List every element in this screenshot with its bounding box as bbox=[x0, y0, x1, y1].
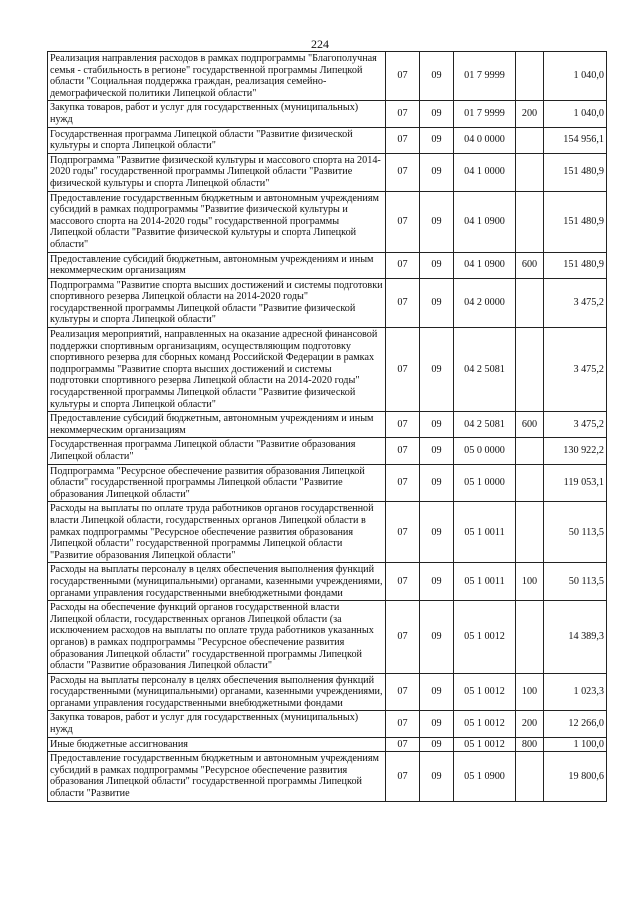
row-subsection: 09 bbox=[420, 752, 454, 801]
row-amount: 1 100,0 bbox=[544, 737, 607, 752]
row-target-article: 05 1 0011 bbox=[454, 563, 516, 601]
row-amount: 151 480,9 bbox=[544, 191, 607, 252]
row-expense-type bbox=[516, 601, 544, 674]
row-name: Государственная программа Липецкой области "Развитие образования Липецкой области" bbox=[48, 438, 386, 464]
row-name: Расходы на выплаты по оплате труда работников органов государственной власти Липецкой области, государственных органов Липецкой области в рамках подпрограммы "Ресурсное обеспечение развития образования Липецкой области" государственной программы Липецкой области "Развитие образования Липецкой области" bbox=[48, 502, 386, 563]
row-target-article: 05 1 0000 bbox=[454, 464, 516, 502]
row-section: 07 bbox=[386, 673, 420, 711]
page-number: 224 bbox=[311, 37, 329, 51]
row-name: Предоставление субсидий бюджетным, автономным учреждениям и иным некоммерческим организациям bbox=[48, 412, 386, 438]
table-row bbox=[48, 601, 607, 674]
row-target-article: 01 7 9999 bbox=[454, 52, 516, 101]
table-row bbox=[48, 278, 607, 327]
table-row bbox=[48, 252, 607, 278]
row-amount: 154 956,1 bbox=[544, 127, 607, 153]
row-name: Реализация мероприятий, направленных на оказание адресной финансовой поддержки спортивным организациям, осуществляющим подготовку спортивного резерва для сборных команд Российской Федерации в рамках подпрограммы "Развитие спорта высших достижений и системы подготовки спортивного резерва Липецкой области на 2014-2020 годы" государственной программы Липецкой области "Развитие физической культуры и спорта Липецкой области" bbox=[48, 328, 386, 412]
row-section: 07 bbox=[386, 464, 420, 502]
row-name: Закупка товаров, работ и услуг для государственных (муниципальных) нужд bbox=[48, 711, 386, 737]
row-section: 07 bbox=[386, 328, 420, 412]
row-expense-type: 100 bbox=[516, 563, 544, 601]
row-name: Закупка товаров, работ и услуг для государственных (муниципальных) нужд bbox=[48, 101, 386, 127]
row-expense-type bbox=[516, 153, 544, 191]
table-row bbox=[48, 563, 607, 601]
table-row bbox=[48, 752, 607, 801]
row-section: 07 bbox=[386, 737, 420, 752]
row-name: Предоставление субсидий бюджетным, автономным учреждениям и иным некоммерческим организациям bbox=[48, 252, 386, 278]
row-name: Реализация направления расходов в рамках подпрограммы "Благополучная семья - стабильность в регионе" государственной программы Липецкой области "Социальная поддержка граждан, реализация семейно-демографической политики Липецкой области" bbox=[48, 52, 386, 101]
row-amount: 12 266,0 bbox=[544, 711, 607, 737]
row-subsection: 09 bbox=[420, 673, 454, 711]
table-row bbox=[48, 711, 607, 737]
row-name: Расходы на выплаты персоналу в целях обеспечения выполнения функций государственными (муниципальными) органами, казенными учреждениями, органами управления государственными внебюджетными фондами bbox=[48, 563, 386, 601]
row-section: 07 bbox=[386, 563, 420, 601]
row-subsection: 09 bbox=[420, 52, 454, 101]
row-subsection: 09 bbox=[420, 328, 454, 412]
row-amount: 119 053,1 bbox=[544, 464, 607, 502]
row-amount: 19 800,6 bbox=[544, 752, 607, 801]
row-amount: 1 040,0 bbox=[544, 101, 607, 127]
row-expense-type: 100 bbox=[516, 673, 544, 711]
row-section: 07 bbox=[386, 101, 420, 127]
row-amount: 50 113,5 bbox=[544, 563, 607, 601]
row-expense-type bbox=[516, 127, 544, 153]
row-expense-type bbox=[516, 438, 544, 464]
row-expense-type: 600 bbox=[516, 412, 544, 438]
row-name: Подпрограмма "Ресурсное обеспечение развития образования Липецкой области" государственной программы Липецкой области "Развитие образования Липецкой области" bbox=[48, 464, 386, 502]
table-row bbox=[48, 502, 607, 563]
row-subsection: 09 bbox=[420, 278, 454, 327]
table-row bbox=[48, 412, 607, 438]
row-name: Государственная программа Липецкой области "Развитие физической культуры и спорта Липецкой области" bbox=[48, 127, 386, 153]
row-subsection: 09 bbox=[420, 438, 454, 464]
row-expense-type: 200 bbox=[516, 101, 544, 127]
row-section: 07 bbox=[386, 752, 420, 801]
row-target-article: 04 1 0900 bbox=[454, 191, 516, 252]
row-section: 07 bbox=[386, 191, 420, 252]
table-row bbox=[48, 438, 607, 464]
row-amount: 1 023,3 bbox=[544, 673, 607, 711]
row-subsection: 09 bbox=[420, 127, 454, 153]
row-expense-type: 200 bbox=[516, 711, 544, 737]
row-name: Подпрограмма "Развитие физической культуры и массового спорта на 2014-2020 годы" государственной программы Липецкой области "Развитие физической культуры и спорта Липецкой области" bbox=[48, 153, 386, 191]
row-amount: 3 475,2 bbox=[544, 278, 607, 327]
row-subsection: 09 bbox=[420, 191, 454, 252]
row-target-article: 05 0 0000 bbox=[454, 438, 516, 464]
row-target-article: 05 1 0012 bbox=[454, 737, 516, 752]
row-name: Подпрограмма "Развитие спорта высших достижений и системы подготовки спортивного резерва Липецкой области на 2014-2020 годы" государственной программы Липецкой области "Развитие физической культуры и спорта Липецкой области" bbox=[48, 278, 386, 327]
row-section: 07 bbox=[386, 127, 420, 153]
row-expense-type bbox=[516, 752, 544, 801]
row-section: 07 bbox=[386, 412, 420, 438]
row-subsection: 09 bbox=[420, 412, 454, 438]
table-row bbox=[48, 737, 607, 752]
row-section: 07 bbox=[386, 711, 420, 737]
row-target-article: 05 1 0012 bbox=[454, 601, 516, 674]
row-expense-type: 800 bbox=[516, 737, 544, 752]
row-amount: 50 113,5 bbox=[544, 502, 607, 563]
row-target-article: 04 2 0000 bbox=[454, 278, 516, 327]
row-subsection: 09 bbox=[420, 711, 454, 737]
row-expense-type bbox=[516, 52, 544, 101]
row-name: Расходы на обеспечение функций органов государственной власти Липецкой области, государственных органов Липецкой области (за исключением расходов на выплаты по оплате труда работников указанных органов) в рамках подпрограммы "Ресурсное обеспечение развития образования Липецкой области" государственной программы Липецкой области "Развитие образования Липецкой области" bbox=[48, 601, 386, 674]
table-row bbox=[48, 328, 607, 412]
row-expense-type bbox=[516, 278, 544, 327]
row-section: 07 bbox=[386, 153, 420, 191]
row-expense-type bbox=[516, 502, 544, 563]
row-subsection: 09 bbox=[420, 464, 454, 502]
row-target-article: 04 2 5081 bbox=[454, 412, 516, 438]
row-amount: 151 480,9 bbox=[544, 252, 607, 278]
row-subsection: 09 bbox=[420, 502, 454, 563]
budget-table bbox=[47, 51, 607, 802]
row-target-article: 04 1 0900 bbox=[454, 252, 516, 278]
row-target-article: 04 1 0000 bbox=[454, 153, 516, 191]
row-expense-type bbox=[516, 464, 544, 502]
row-section: 07 bbox=[386, 52, 420, 101]
table-row bbox=[48, 101, 607, 127]
row-name: Иные бюджетные ассигнования bbox=[48, 737, 386, 752]
row-section: 07 bbox=[386, 252, 420, 278]
row-amount: 1 040,0 bbox=[544, 52, 607, 101]
row-section: 07 bbox=[386, 278, 420, 327]
row-amount: 3 475,2 bbox=[544, 412, 607, 438]
row-subsection: 09 bbox=[420, 601, 454, 674]
row-name: Предоставление государственным бюджетным и автономным учреждениям субсидий в рамках подпрограммы "Развитие физической культуры и массового спорта на 2014-2020 годы" государственной программы Липецкой области "Развитие физической культуры и спорта Липецкой области" bbox=[48, 191, 386, 252]
row-target-article: 01 7 9999 bbox=[454, 101, 516, 127]
row-amount: 14 389,3 bbox=[544, 601, 607, 674]
table-row bbox=[48, 464, 607, 502]
table-row bbox=[48, 127, 607, 153]
row-target-article: 04 0 0000 bbox=[454, 127, 516, 153]
row-amount: 130 922,2 bbox=[544, 438, 607, 464]
row-subsection: 09 bbox=[420, 252, 454, 278]
row-target-article: 05 1 0012 bbox=[454, 711, 516, 737]
row-target-article: 05 1 0012 bbox=[454, 673, 516, 711]
table-row bbox=[48, 153, 607, 191]
row-target-article: 05 1 0011 bbox=[454, 502, 516, 563]
row-subsection: 09 bbox=[420, 737, 454, 752]
row-name: Расходы на выплаты персоналу в целях обеспечения выполнения функций государственными (муниципальными) органами, казенными учреждениями, органами управления государственными внебюджетными фондами bbox=[48, 673, 386, 711]
row-target-article: 04 2 5081 bbox=[454, 328, 516, 412]
row-subsection: 09 bbox=[420, 563, 454, 601]
table-row bbox=[48, 673, 607, 711]
row-subsection: 09 bbox=[420, 153, 454, 191]
row-amount: 3 475,2 bbox=[544, 328, 607, 412]
row-subsection: 09 bbox=[420, 101, 454, 127]
row-name: Предоставление государственным бюджетным и автономным учреждениям субсидий в рамках подпрограммы "Ресурсное обеспечение развития образования Липецкой области" государственной программы Липецкой области "Развитие bbox=[48, 752, 386, 801]
table-row bbox=[48, 191, 607, 252]
row-expense-type bbox=[516, 328, 544, 412]
row-expense-type: 600 bbox=[516, 252, 544, 278]
row-section: 07 bbox=[386, 601, 420, 674]
row-target-article: 05 1 0900 bbox=[454, 752, 516, 801]
row-section: 07 bbox=[386, 438, 420, 464]
row-expense-type bbox=[516, 191, 544, 252]
table-row bbox=[48, 52, 607, 101]
budget-table-body bbox=[48, 52, 607, 802]
row-amount: 151 480,9 bbox=[544, 153, 607, 191]
row-section: 07 bbox=[386, 502, 420, 563]
